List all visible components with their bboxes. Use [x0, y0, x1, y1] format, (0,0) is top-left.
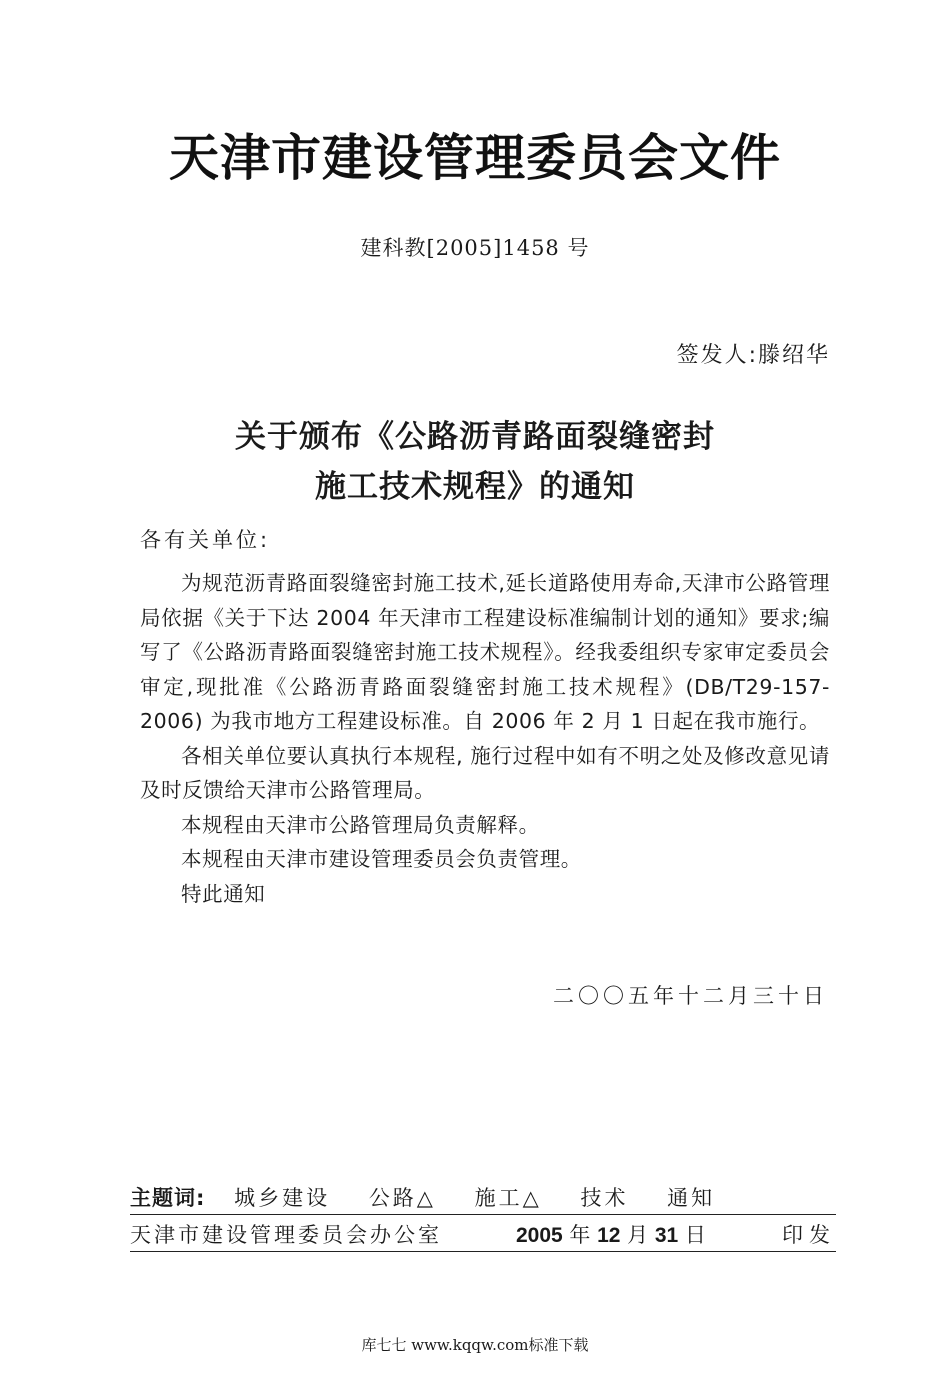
body-line-management: 本规程由天津市建设管理委员会负责管理。 — [181, 847, 582, 871]
notice-title — [0, 412, 950, 512]
document-number: 建科教[2005]1458 号 — [360, 236, 590, 260]
keyword-item: 技术 — [580, 1186, 629, 1210]
body-paragraph-1: 为规范沥青路面裂缝密封施工技术,延长道路使用寿命,天津市公路管理局依据《关于下达 2004 年天津市工程建设标准编制计划的通知》要求;编写了《公路沥青路面裂缝密封施工技术规程》。经我委组织专家审定委员会审定,现批准《公路沥青路面裂缝密封施工技术规程》(DB/T29-157-2006) 为我市地方工程建设标准。自 2006 年 2 月 1 日起在我市施行。 — [140, 571, 830, 733]
issue-day: 31 — [654, 1224, 679, 1247]
divider-bottom — [130, 1251, 836, 1252]
notice-title-line-2: 施工技术规程》的通知 — [315, 469, 635, 505]
issuer-office: 天津市建设管理委员会办公室 — [130, 1223, 442, 1247]
keyword-item: 施工△ — [474, 1186, 542, 1210]
document-header-title: 天津市建设管理委员会文件 — [169, 128, 781, 187]
issue-month-unit: 月 — [627, 1223, 649, 1247]
watermark-footer: 库七七 www.kqqw.com标准下载 — [361, 1336, 589, 1354]
signer: 签发人:滕绍华 — [676, 343, 830, 368]
salutation: 各有关单位: — [140, 528, 271, 552]
issue-date — [516, 1219, 706, 1249]
notice-title-line-1: 关于颁布《公路沥青路面裂缝密封 — [235, 419, 715, 455]
notice-date: 二〇〇五年十二月三十日 — [553, 984, 828, 1008]
body-line-closing: 特此通知 — [181, 881, 266, 906]
issuer-row — [130, 1219, 836, 1249]
body-line-interpretation: 本规程由天津市公路管理局负责解释。 — [181, 812, 540, 837]
issue-year-unit: 年 — [569, 1223, 591, 1247]
notice-body — [140, 566, 830, 911]
issue-year: 2005 — [516, 1224, 563, 1247]
keywords-label: 主题词: — [130, 1186, 206, 1210]
print-label: 印发 — [782, 1223, 836, 1247]
keyword-item: 公路△ — [368, 1186, 436, 1210]
body-paragraph-2: 各相关单位要认真执行本规程, 施行过程中如有不明之处及修改意见请及时反馈给天津市公路管理局。 — [140, 743, 830, 802]
issue-day-unit: 日 — [684, 1223, 706, 1247]
keyword-item: 通知 — [667, 1186, 716, 1210]
keywords-row — [130, 1182, 715, 1212]
issue-month: 12 — [597, 1224, 621, 1247]
divider-top — [130, 1214, 836, 1215]
keyword-item: 城乡建设 — [234, 1186, 331, 1210]
